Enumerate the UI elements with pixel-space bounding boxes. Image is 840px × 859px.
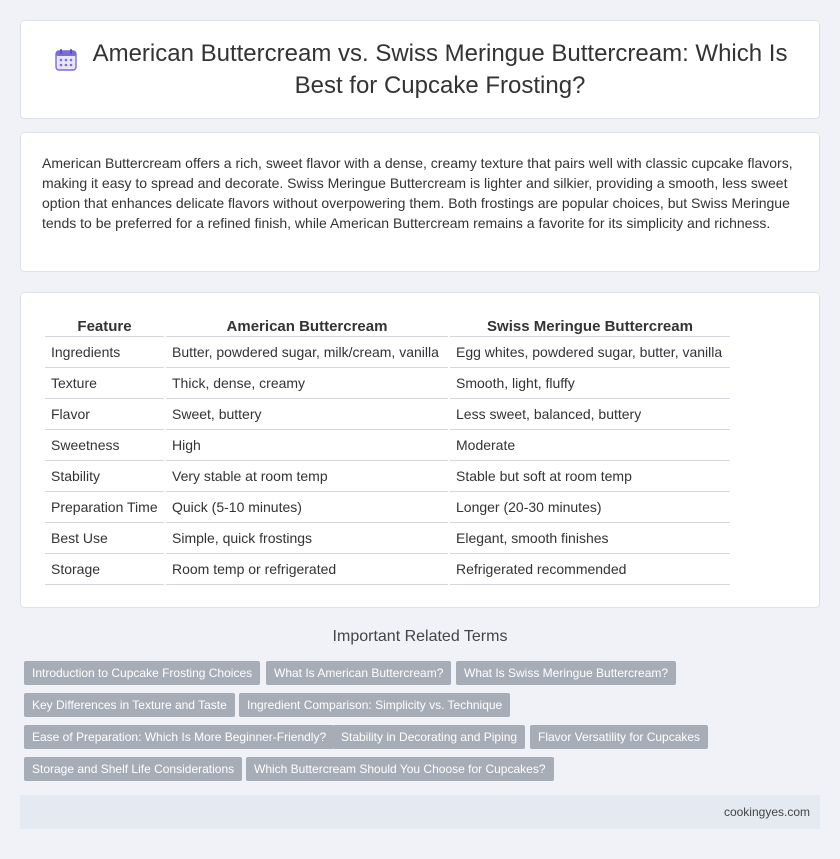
american-cell: Very stable at room temp — [166, 461, 448, 492]
page-title: American Buttercream vs. Swiss Meringue Buttercream: Which Is Best for Cupcake Frosting? — [92, 39, 788, 99]
swiss-cell: Egg whites, powdered sugar, butter, vanilla — [450, 337, 730, 368]
swiss-cell: Stable but soft at room temp — [450, 461, 730, 492]
american-cell: Quick (5-10 minutes) — [166, 492, 448, 523]
related-tag-differences[interactable]: Key Differences in Texture and Taste — [24, 693, 235, 717]
table-row — [45, 523, 730, 554]
swiss-cell: Less sweet, balanced, buttery — [450, 399, 730, 430]
table-header-row — [45, 315, 730, 337]
feature-cell: Sweetness — [45, 430, 164, 461]
swiss-cell: Refrigerated recommended — [450, 554, 730, 585]
comparison-table — [43, 315, 732, 585]
american-cell: Room temp or refrigerated — [166, 554, 448, 585]
table-row — [45, 337, 730, 368]
table-row — [45, 399, 730, 430]
intro-card — [20, 132, 820, 272]
footer — [20, 795, 820, 829]
american-cell: Simple, quick frostings — [166, 523, 448, 554]
header-feature: Feature — [45, 315, 164, 337]
feature-cell: Best Use — [45, 523, 164, 554]
related-tag-stability[interactable]: Stability in Decorating and Piping — [333, 725, 525, 749]
related-tag-choice[interactable]: Which Buttercream Should You Choose for Cupcakes? — [246, 757, 554, 781]
american-cell: Sweet, buttery — [166, 399, 448, 430]
swiss-cell: Longer (20-30 minutes) — [450, 492, 730, 523]
american-cell: Butter, powdered sugar, milk/cream, vanilla — [166, 337, 448, 368]
comparison-table-card — [20, 292, 820, 608]
feature-cell: Storage — [45, 554, 164, 585]
table-row — [45, 554, 730, 585]
related-tag-swiss[interactable]: What Is Swiss Meringue Buttercream? — [456, 661, 676, 685]
table-row — [45, 461, 730, 492]
feature-cell: Preparation Time — [45, 492, 164, 523]
american-cell: High — [166, 430, 448, 461]
footer-site[interactable]: cookingyes.com — [723, 805, 810, 819]
intro-paragraph: American Buttercream offers a rich, sweet flavor with a dense, creamy texture that pairs well with classic cupcake flavors, making it easy to spread and decorate. Swiss Meringue Buttercream is lighter and silkier, providing a smooth, less sweet option that enhances delicate flavors without overpowering them. Both frostings are popular choices, but Swiss Meringue tends to be preferred for a refined finish, while American Buttercream remains a favorite for its simplicity and richness. — [42, 155, 793, 231]
related-tag-ingredients[interactable]: Ingredient Comparison: Simplicity vs. Technique — [239, 693, 510, 717]
table-row — [45, 492, 730, 523]
related-terms-title: Important Related Terms — [332, 628, 508, 645]
table-row — [45, 430, 730, 461]
feature-cell: Ingredients — [45, 337, 164, 368]
feature-cell: Flavor — [45, 399, 164, 430]
american-cell: Thick, dense, creamy — [166, 368, 448, 399]
feature-cell: Stability — [45, 461, 164, 492]
swiss-cell: Smooth, light, fluffy — [450, 368, 730, 399]
related-tag-storage[interactable]: Storage and Shelf Life Considerations — [24, 757, 242, 781]
feature-cell: Texture — [45, 368, 164, 399]
related-tag-intro[interactable]: Introduction to Cupcake Frosting Choices — [24, 661, 260, 685]
swiss-cell: Moderate — [450, 430, 730, 461]
related-tag-preparation[interactable]: Ease of Preparation: Which Is More Beginner-Friendly? — [24, 725, 334, 749]
swiss-cell: Elegant, smooth finishes — [450, 523, 730, 554]
related-tag-american[interactable]: What Is American Buttercream? — [266, 661, 451, 685]
related-tag-flavor[interactable]: Flavor Versatility for Cupcakes — [530, 725, 708, 749]
header-american: American Buttercream — [166, 315, 448, 337]
header-card — [20, 20, 820, 119]
header-swiss: Swiss Meringue Buttercream — [450, 315, 730, 337]
table-row — [45, 368, 730, 399]
